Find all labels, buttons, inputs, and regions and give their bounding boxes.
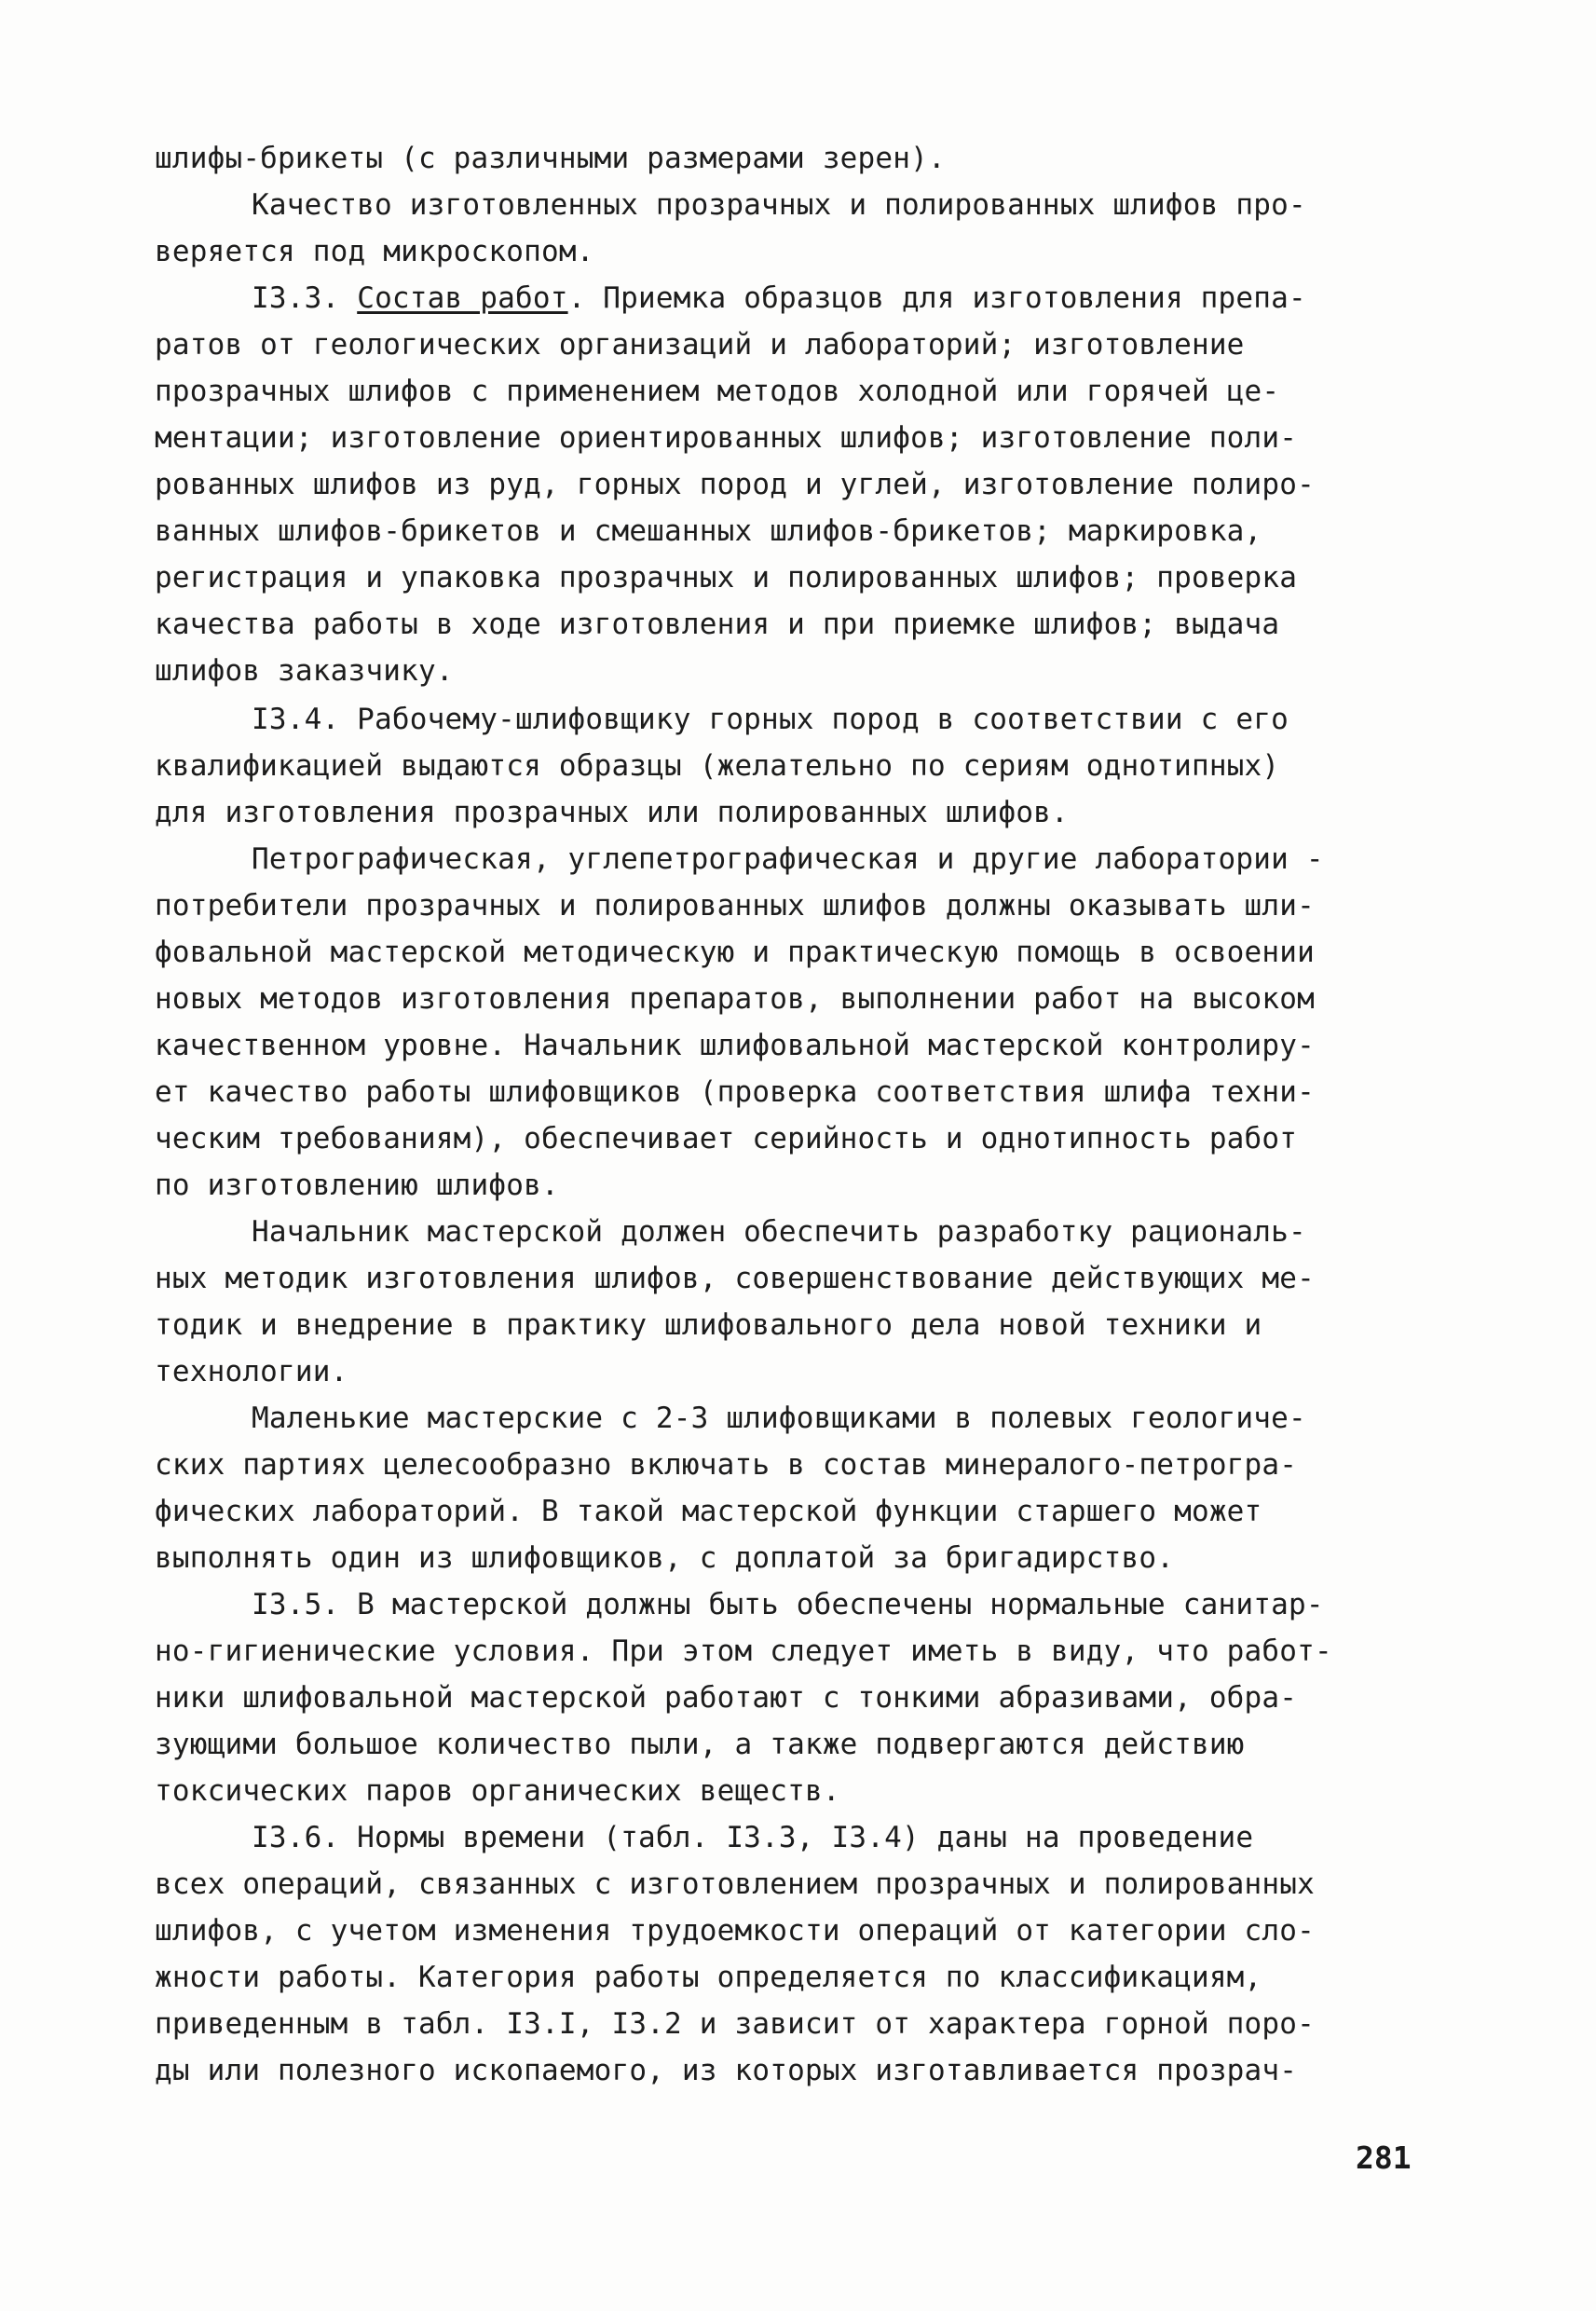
text-line: регистрация и упаковка прозрачных и полированных шлифов; проверка — [155, 561, 1298, 595]
text-line: I3.5. В мастерской должны быть обеспечены нормальные санитар- — [252, 1588, 1324, 1621]
text-line: Качество изготовленных прозрачных и полированных шлифов про- — [252, 188, 1306, 222]
text-line: ных методик изготовления шлифов, совершенствование действующих ме- — [155, 1262, 1315, 1295]
text-line: для изготовления прозрачных или полированных шлифов. — [155, 796, 1069, 829]
text-line: технологии. — [155, 1355, 348, 1388]
text-line: зующими большое количество пыли, а также подвергаются действию — [155, 1728, 1245, 1761]
text-line: ники шлифовальной мастерской работают с тонкими абразивами, обра- — [155, 1681, 1298, 1715]
text-fragment: . Приемка образцов для изготовления препа- — [567, 281, 1306, 315]
text-line: жности работы. Категория работы определяется по классификациям, — [155, 1961, 1262, 1994]
text-line: Начальник мастерской должен обеспечить разработку рациональ- — [252, 1215, 1306, 1249]
text-line: шлифов, с учетом изменения трудоемкости операций от категории сло- — [155, 1914, 1315, 1948]
text-line: шлифов заказчику. — [155, 654, 454, 688]
section-heading-underlined: Состав работ — [357, 281, 568, 315]
text-line: ды или полезного ископаемого, из которых изготавливается прозрач- — [155, 2054, 1298, 2087]
text-line: новых методов изготовления препаратов, выполнении работ на высоком — [155, 982, 1315, 1016]
text-line: веряется под микроскопом. — [155, 235, 594, 268]
text-line: фовальной мастерской методическую и практическую помощь в освоении — [155, 936, 1315, 969]
text-line: ментации; изготовление ориентированных шлифов; изготовление поли- — [155, 421, 1298, 455]
text-line: Петрографическая, углепетрографическая и другие лаборатории - — [252, 842, 1324, 876]
text-line: рованных шлифов из руд, горных пород и углей, изготовление полиро- — [155, 468, 1315, 501]
text-line: качественном уровне. Начальник шлифовальной мастерской контролиру- — [155, 1029, 1315, 1062]
text-line: токсических паров органических веществ. — [155, 1774, 840, 1808]
text-line: потребители прозрачных и полированных шлифов должны оказывать шли- — [155, 889, 1315, 923]
text-line: ческим требованиям), обеспечивает серийность и однотипность работ — [155, 1122, 1298, 1156]
text-line: Маленькие мастерские с 2-3 шлифовщиками в полевых геологиче- — [252, 1402, 1306, 1435]
text-line: по изготовлению шлифов. — [155, 1169, 559, 1202]
text-line: ванных шлифов-брикетов и смешанных шлифов-брикетов; маркировка, — [155, 514, 1262, 548]
text-line: I3.6. Нормы времени (табл. I3.3, I3.4) даны на проведение — [252, 1821, 1254, 1854]
text-line: приведенным в табл. I3.I, I3.2 и зависит от характера горной поро- — [155, 2007, 1315, 2041]
text-line: фических лабораторий. В такой мастерской функции старшего может — [155, 1495, 1262, 1528]
text-line: тодик и внедрение в практику шлифовального дела новой техники и — [155, 1308, 1262, 1342]
text-line: качества работы в ходе изготовления и при приемке шлифов; выдача — [155, 608, 1280, 641]
text-line: ских партиях целесообразно включать в состав минералого-петрогра- — [155, 1448, 1298, 1482]
text-line: шлифы-брикеты (с различными размерами зерен). — [155, 142, 946, 175]
text-line: но-гигиенические условия. При этом следует иметь в виду, что работ- — [155, 1634, 1332, 1668]
section-number: I3.3. — [252, 281, 340, 315]
text-line: прозрачных шлифов с применением методов холодной или горячей це- — [155, 375, 1280, 408]
text-line: квалификацией выдаются образцы (желательно по сериям однотипных) — [155, 749, 1280, 783]
page-number: 281 — [1356, 2140, 1412, 2176]
section-13-3-line — [252, 280, 1556, 317]
text-line: ет качество работы шлифовщиков (проверка соответствия шлифа техни- — [155, 1075, 1315, 1109]
text-line: I3.4. Рабочему-шлифовщику горных пород в соответствии с его — [252, 703, 1289, 736]
text-line: выполнять один из шлифовщиков, с доплатой за бригадирство. — [155, 1541, 1175, 1575]
text-line: ратов от геологических организаций и лабораторий; изготовление — [155, 328, 1245, 362]
text-line: всех операций, связанных с изготовлением прозрачных и полированных — [155, 1867, 1315, 1901]
